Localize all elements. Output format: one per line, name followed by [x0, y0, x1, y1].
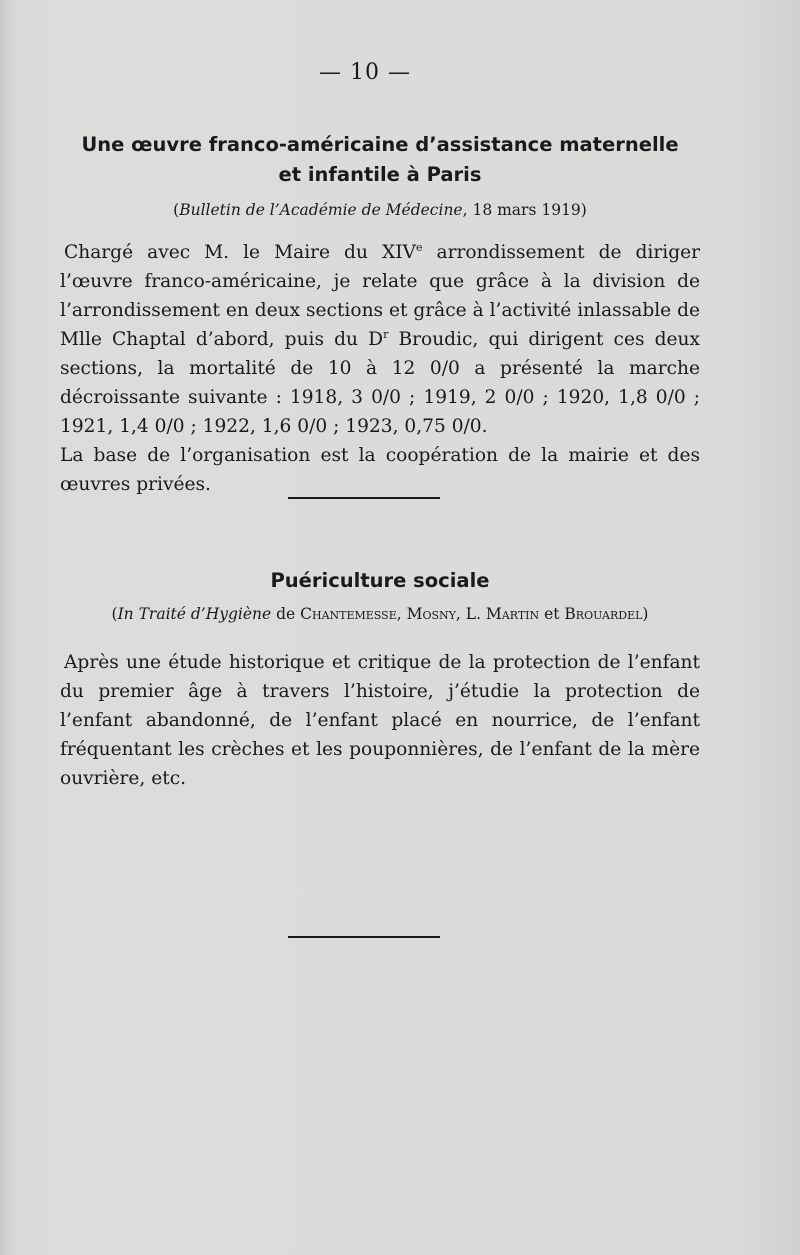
- article-title-line2: et infantile à Paris: [278, 163, 482, 186]
- article-source: [60, 196, 700, 224]
- source-text: ,: [396, 605, 407, 623]
- source-close: ): [642, 605, 649, 623]
- source-open: (: [111, 605, 118, 623]
- source-open: (: [173, 201, 180, 219]
- paragraph-text: arrondissement de diriger l’œuvre franco-américaine, je relate que grâce à la division de l’arrondissement en deux sections et grâce à l’activité inlassable de Mlle Chaptal d’abord, puis du D: [60, 242, 700, 350]
- article-source: [60, 600, 700, 628]
- article-title: Puériculture sociale: [270, 569, 490, 592]
- source-work: In Traité d’Hygiène: [117, 605, 272, 623]
- article-paragraph-2: [60, 441, 700, 499]
- article-title: [60, 130, 700, 190]
- author-name: Chantemesse: [300, 605, 397, 623]
- source-text: ,: [455, 605, 466, 623]
- paragraph-text: Chargé avec M. le Maire du XIV: [64, 242, 416, 263]
- article-puericulture-sociale: [60, 566, 700, 793]
- source-text: de: [271, 605, 301, 623]
- section-divider: [288, 936, 440, 938]
- source-date: , 18 mars 1919): [462, 201, 587, 219]
- paragraph-text: Broudic, qui dirigent ces deux sections, la mortalité de 10 à 12 0/0 a présenté la marche décroissante suivante : 1918, 3 0/0 ; 1919, 2 0/0 ; 1920, 1,8 0/0 ; 1921, 1,4 0/0 ; 1922, 1,6 0/0 ; 1923, 0,75 0/0.: [60, 329, 700, 437]
- page-number: — 10 —: [319, 60, 411, 85]
- article-paragraph: [60, 238, 700, 441]
- source-journal: Bulletin de l’Académie de Médecine: [179, 201, 463, 219]
- source-text: et: [539, 605, 565, 623]
- author-name: Brouardel: [564, 605, 643, 623]
- superscript: r: [383, 327, 389, 341]
- superscript: e: [415, 240, 423, 254]
- article-paragraph: Après une étude historique et critique de la protection de l’enfant du premier âge à travers l’histoire, j’étudie la protection de l’enfant abandonné, de l’enfant placé en nourrice, de l’enfant fréquentant les crèches et les pouponnières, de l’enfant de la mère ouvrière, etc.: [60, 652, 700, 789]
- author-name: L. Martin: [465, 605, 540, 623]
- article-title-line1: Une œuvre franco-américaine d’assistance maternelle: [81, 133, 679, 156]
- paragraph-text: La base de l’organisation est la coopération de la mairie et des œuvres privées.: [60, 445, 700, 495]
- author-name: Mosny: [406, 605, 456, 623]
- article-franco-americaine: [60, 130, 700, 499]
- section-divider: [288, 497, 440, 499]
